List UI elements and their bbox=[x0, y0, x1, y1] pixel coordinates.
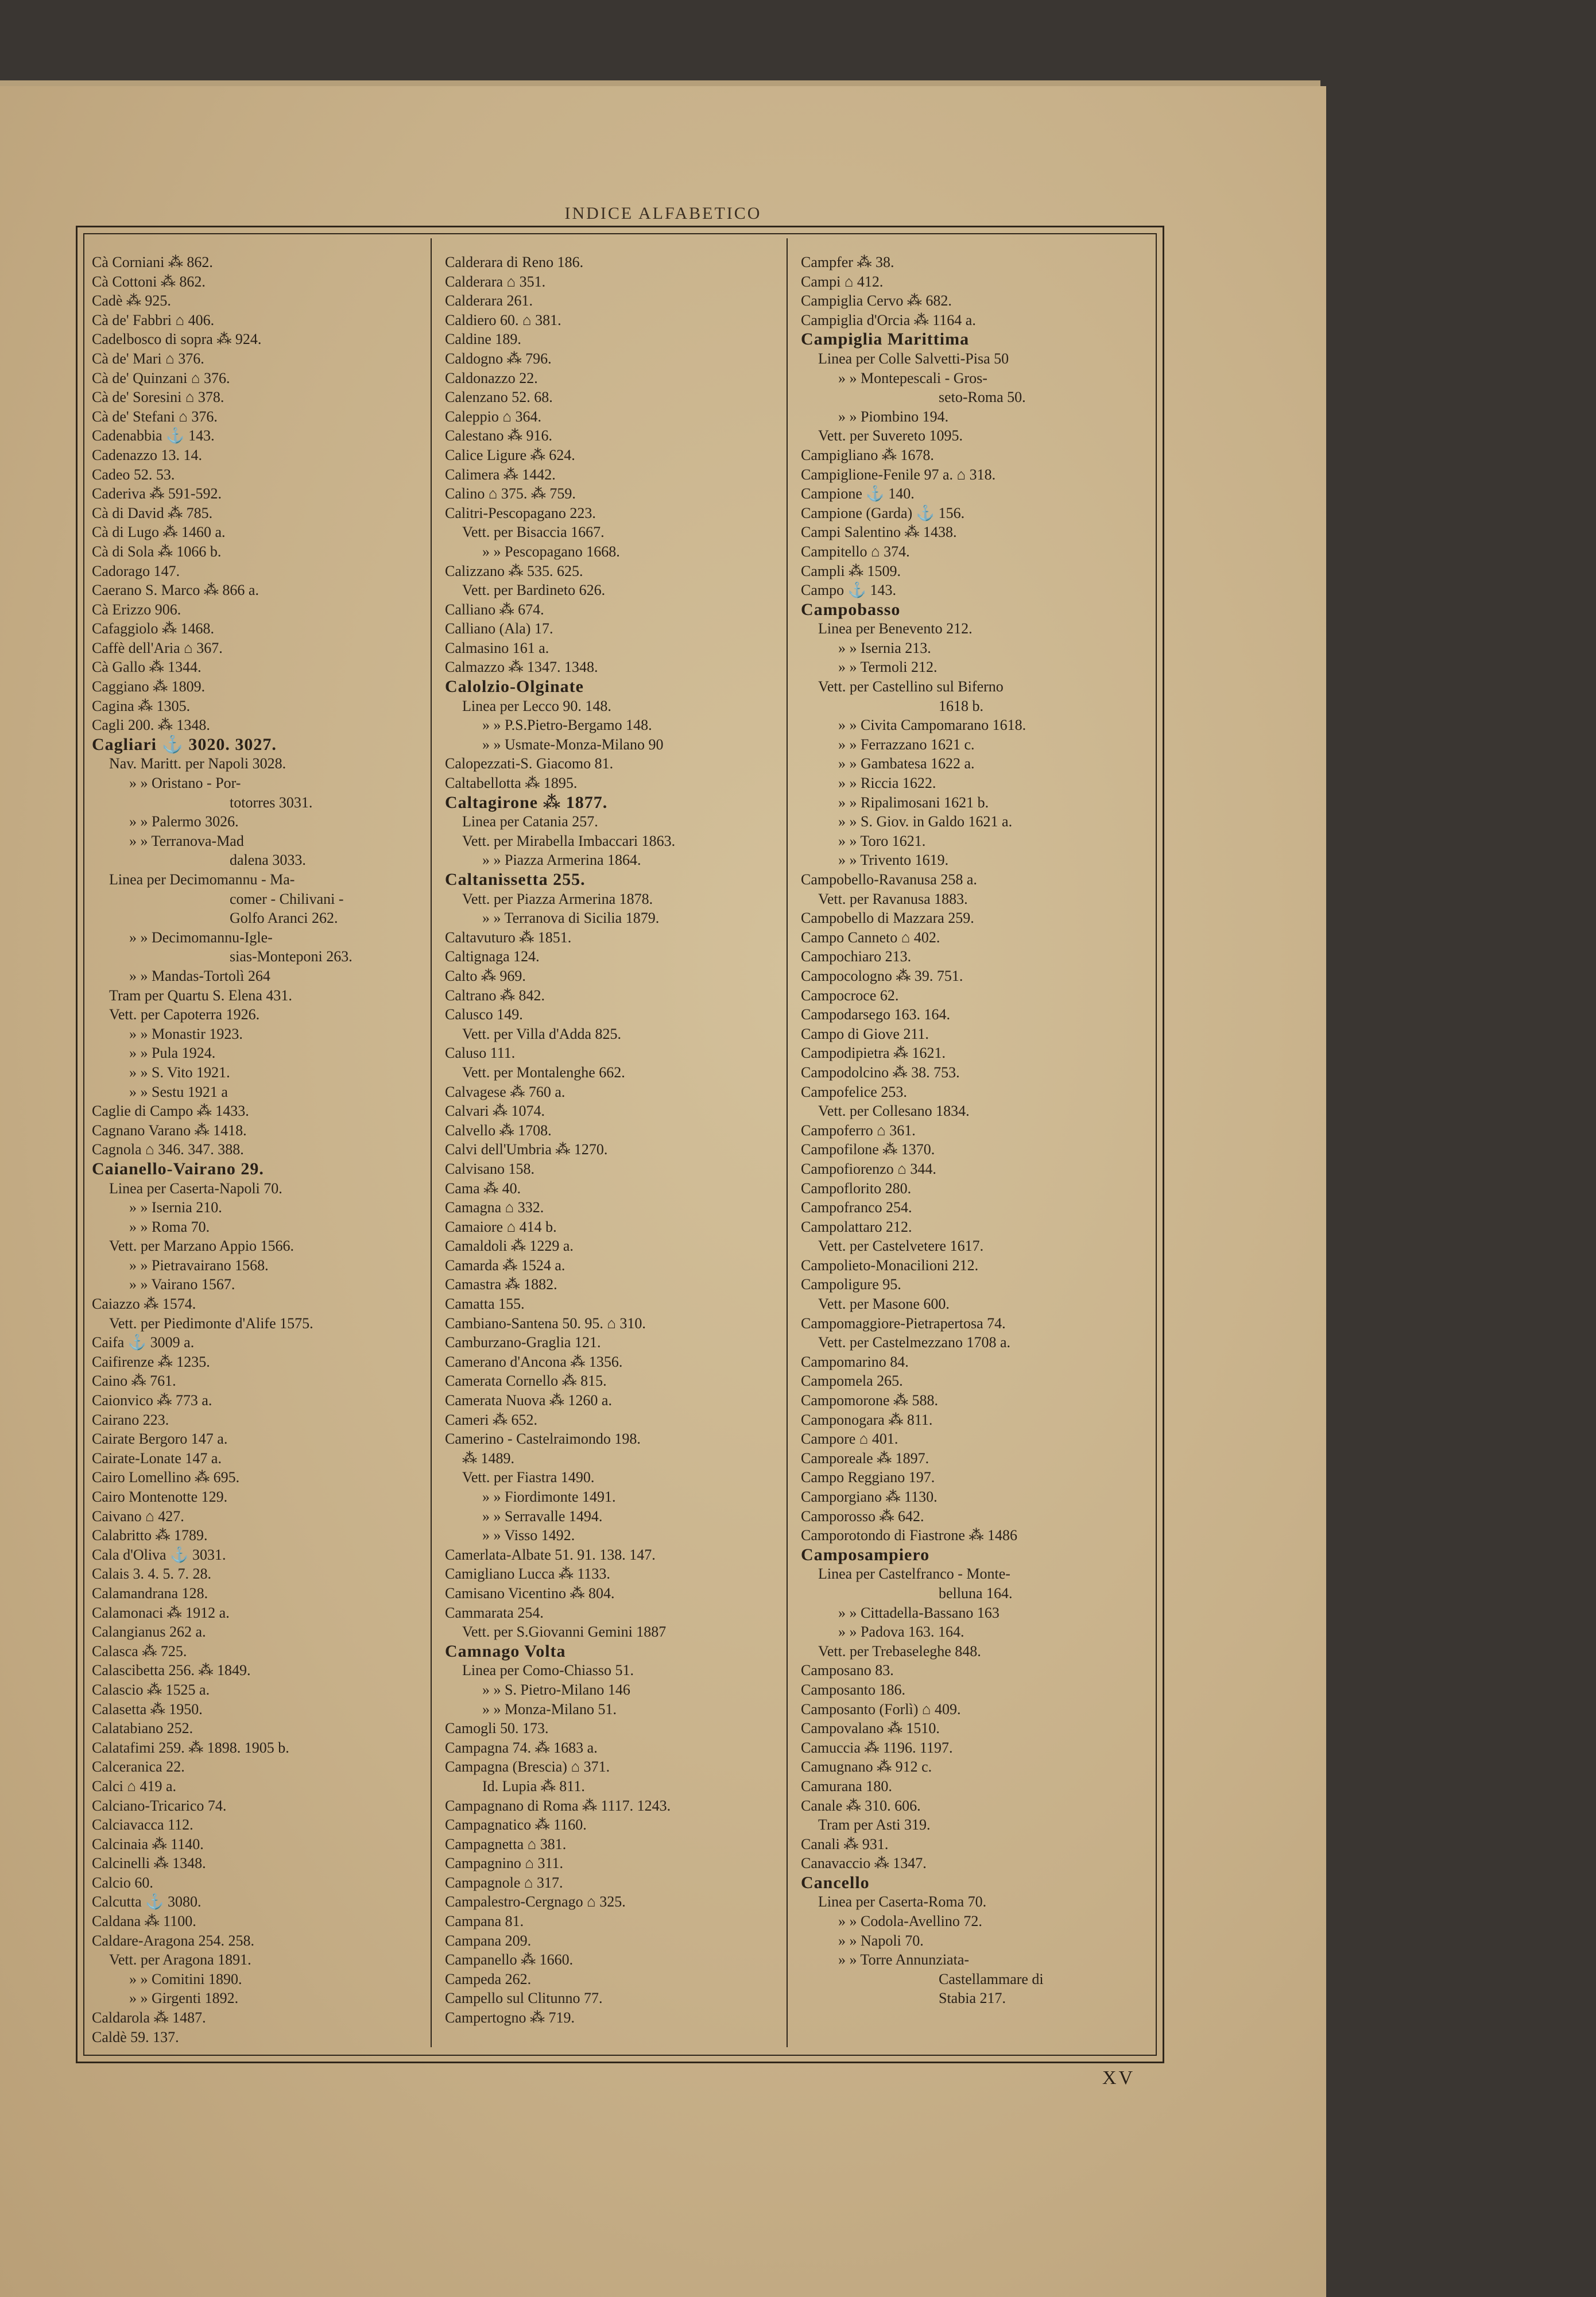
index-entry: Calvisano 158. bbox=[445, 1160, 534, 1177]
index-entry: Campodarsego 163. 164. bbox=[801, 1006, 950, 1023]
index-heading: Camposampiero bbox=[801, 1545, 930, 1564]
index-entry: Caltabellotta ⁂ 1895. bbox=[445, 775, 578, 792]
index-entry: » » Oristano - Por- bbox=[129, 775, 241, 792]
index-entry: Cairate-Lonate 147 a. bbox=[92, 1449, 222, 1467]
index-entry: Cà Erizzo 906. bbox=[92, 601, 181, 618]
index-entry: Camporosso ⁂ 642. bbox=[801, 1507, 924, 1525]
index-heading: Caltagirone ⁂ 1877. bbox=[445, 792, 608, 812]
index-entry: Cadenabbia ⚓ 143. bbox=[92, 427, 215, 444]
index-entry: » » Usmate-Monza-Milano 90 bbox=[482, 736, 664, 753]
index-entry: Cà di Sola ⁂ 1066 b. bbox=[92, 543, 222, 560]
index-entry: Calvello ⁂ 1708. bbox=[445, 1122, 552, 1139]
index-entry: Cafaggiolo ⁂ 1468. bbox=[92, 620, 215, 637]
index-entry: ⁂ 1489. bbox=[462, 1449, 514, 1467]
index-entry: Calascio ⁂ 1525 a. bbox=[92, 1681, 210, 1698]
index-entry: Camurana 180. bbox=[801, 1777, 892, 1795]
index-entry: Campitello ⌂ 374. bbox=[801, 543, 910, 560]
index-entry: Cairate Bergoro 147 a. bbox=[92, 1430, 228, 1448]
index-entry: Vett. per Masone 600. bbox=[818, 1296, 950, 1313]
index-entry: Calice Ligure ⁂ 624. bbox=[445, 446, 575, 463]
index-entry: Calizzano ⁂ 535. 625. bbox=[445, 562, 583, 579]
index-entry: Calliano ⁂ 674. bbox=[445, 601, 544, 618]
index-entry: Campi ⌂ 412. bbox=[801, 273, 884, 290]
index-column-3 bbox=[801, 253, 1151, 2008]
index-entry: Calvagese ⁂ 760 a. bbox=[445, 1083, 565, 1100]
index-entry: Campovalano ⁂ 1510. bbox=[801, 1720, 940, 1737]
index-entry: comer - Chilivani - bbox=[230, 890, 344, 907]
index-heading: Camnago Volta bbox=[445, 1641, 566, 1661]
index-entry: » » Civita Campomarano 1618. bbox=[838, 717, 1026, 734]
index-entry: » » Codola-Avellino 72. bbox=[838, 1913, 982, 1930]
index-entry: » » Cittadella-Bassano 163 bbox=[838, 1604, 1000, 1621]
index-entry: » » Decimomannu-Igle- bbox=[129, 929, 273, 946]
index-entry: » » Piombino 194. bbox=[838, 408, 949, 425]
index-entry: » » Torre Annunziata- bbox=[838, 1951, 970, 1969]
index-entry: Id. Lupia ⁂ 811. bbox=[482, 1777, 585, 1795]
index-entry: Calcinaia ⁂ 1140. bbox=[92, 1835, 204, 1853]
index-entry: Calasetta ⁂ 1950. bbox=[92, 1700, 203, 1718]
index-entry: Calvari ⁂ 1074. bbox=[445, 1103, 545, 1120]
index-entry: Campanello ⁂ 1660. bbox=[445, 1951, 574, 1969]
index-entry: Calmazzo ⁂ 1347. 1348. bbox=[445, 659, 598, 676]
index-entry: Castellammare di bbox=[939, 1970, 1044, 1987]
index-entry: Calatafimi 259. ⁂ 1898. 1905 b. bbox=[92, 1739, 289, 1756]
index-entry: Campofelice 253. bbox=[801, 1083, 907, 1100]
index-entry: » » Vairano 1567. bbox=[129, 1276, 235, 1293]
index-entry: Vett. per Suvereto 1095. bbox=[818, 427, 963, 444]
index-entry: Caffè dell'Aria ⌂ 367. bbox=[92, 639, 223, 656]
index-entry: dalena 3033. bbox=[230, 852, 306, 869]
index-entry: Caino ⁂ 761. bbox=[92, 1372, 176, 1390]
index-entry: Cadorago 147. bbox=[92, 562, 180, 579]
index-entry: Campli ⁂ 1509. bbox=[801, 562, 901, 579]
index-entry: Caldana ⁂ 1100. bbox=[92, 1913, 196, 1930]
index-entry: » » Girgenti 1892. bbox=[129, 1990, 239, 2007]
index-entry: Camporeale ⁂ 1897. bbox=[801, 1449, 929, 1467]
index-entry: Calamandrana 128. bbox=[92, 1584, 208, 1602]
index-entry: Caiazzo ⁂ 1574. bbox=[92, 1296, 196, 1313]
index-entry: Vett. per Montalenghe 662. bbox=[462, 1064, 625, 1081]
index-entry: Caldiero 60. ⌂ 381. bbox=[445, 311, 561, 328]
index-entry: Campocologno ⁂ 39. 751. bbox=[801, 967, 963, 984]
index-entry: Linea per Catania 257. bbox=[462, 813, 598, 830]
index-entry: Vett. per Mirabella Imbaccari 1863. bbox=[462, 832, 676, 849]
index-entry: Caldonazzo 22. bbox=[445, 369, 538, 386]
index-entry: Golfo Aranci 262. bbox=[230, 910, 338, 927]
index-entry: Caggiano ⁂ 1809. bbox=[92, 678, 206, 695]
index-entry: Cà Corniani ⁂ 862. bbox=[92, 254, 213, 270]
index-entry: Tram per Asti 319. bbox=[818, 1816, 931, 1834]
index-entry: Linea per Benevento 212. bbox=[818, 620, 973, 637]
index-entry: » » Terranova di Sicilia 1879. bbox=[482, 910, 660, 927]
index-entry: Cà di Lugo ⁂ 1460 a. bbox=[92, 524, 226, 541]
index-entry: Linea per Como-Chiasso 51. bbox=[462, 1662, 634, 1679]
index-entry: Cagnola ⌂ 346. 347. 388. bbox=[92, 1141, 244, 1158]
index-entry: seto-Roma 50. bbox=[939, 389, 1026, 406]
index-entry: Caldogno ⁂ 796. bbox=[445, 350, 552, 367]
index-entry: Calascibetta 256. ⁂ 1849. bbox=[92, 1662, 251, 1679]
index-heading: Cancello bbox=[801, 1873, 870, 1892]
index-entry: Campiglia Cervo ⁂ 682. bbox=[801, 292, 952, 310]
index-entry: » » Termoli 212. bbox=[838, 659, 938, 676]
index-entry: Camporotondo di Fiastrone ⁂ 1486 bbox=[801, 1527, 1017, 1544]
index-entry: Camposanto 186. bbox=[801, 1681, 905, 1698]
index-entry: Cama ⁂ 40. bbox=[445, 1180, 521, 1197]
index-entry: » » Isernia 213. bbox=[838, 639, 931, 656]
index-entry: Canavaccio ⁂ 1347. bbox=[801, 1855, 927, 1872]
index-entry: Campo ⚓ 143. bbox=[801, 582, 896, 599]
index-entry: » » Serravalle 1494. bbox=[482, 1507, 603, 1525]
index-entry: totorres 3031. bbox=[230, 794, 313, 811]
index-entry: Campoferro ⌂ 361. bbox=[801, 1122, 916, 1139]
index-entry: Calino ⌂ 375. ⁂ 759. bbox=[445, 485, 576, 502]
index-entry: » » S. Vito 1921. bbox=[129, 1064, 230, 1081]
index-entry: Calabritto ⁂ 1789. bbox=[92, 1527, 208, 1544]
index-entry: » » S. Giov. in Galdo 1621 a. bbox=[838, 813, 1013, 830]
index-entry: Camerata Cornello ⁂ 815. bbox=[445, 1372, 607, 1390]
index-entry: Caerano S. Marco ⁂ 866 a. bbox=[92, 582, 259, 599]
index-entry: Campana 81. bbox=[445, 1913, 524, 1930]
index-entry: Campiglione-Fenile 97 a. ⌂ 318. bbox=[801, 466, 996, 483]
index-entry: Calasca ⁂ 725. bbox=[92, 1642, 187, 1660]
index-entry: Canali ⁂ 931. bbox=[801, 1835, 889, 1853]
index-entry: Campolieto-Monacilioni 212. bbox=[801, 1256, 979, 1274]
index-entry: Campalestro-Cergnago ⌂ 325. bbox=[445, 1893, 626, 1911]
index-entry: Calmasino 161 a. bbox=[445, 639, 549, 656]
index-entry: Camponogara ⁂ 811. bbox=[801, 1411, 933, 1428]
index-entry: » » Sestu 1921 a bbox=[129, 1083, 228, 1100]
index-entry: » » Visso 1492. bbox=[482, 1527, 575, 1544]
index-entry: » » Pescopagano 1668. bbox=[482, 543, 620, 560]
index-entry: Cagli 200. ⁂ 1348. bbox=[92, 717, 210, 734]
index-entry: Nav. Maritt. per Napoli 3028. bbox=[109, 755, 286, 772]
index-entry: Vett. per Aragona 1891. bbox=[109, 1951, 251, 1969]
index-entry: Caleppio ⌂ 364. bbox=[445, 408, 541, 425]
index-entry: Calto ⁂ 969. bbox=[445, 967, 526, 984]
index-entry: Campo Canneto ⌂ 402. bbox=[801, 929, 940, 946]
index-entry: Caltignaga 124. bbox=[445, 948, 540, 965]
index-entry: Caglie di Campo ⁂ 1433. bbox=[92, 1103, 249, 1120]
index-entry: Campodolcino ⁂ 38. 753. bbox=[801, 1064, 960, 1081]
index-entry: » » Isernia 210. bbox=[129, 1199, 222, 1216]
index-entry: Campomaggiore-Pietrapertosa 74. bbox=[801, 1314, 1006, 1332]
index-entry: Campomorone ⁂ 588. bbox=[801, 1392, 939, 1409]
index-entry: Caltrano ⁂ 842. bbox=[445, 987, 545, 1004]
index-entry: Calais 3. 4. 5. 7. 28. bbox=[92, 1565, 211, 1583]
index-entry: Vett. per Fiastra 1490. bbox=[462, 1469, 595, 1486]
index-entry: Linea per Lecco 90. 148. bbox=[462, 697, 611, 714]
index-entry: Cà de' Fabbri ⌂ 406. bbox=[92, 311, 215, 328]
index-heading: Campobasso bbox=[801, 600, 901, 619]
index-heading: Cagliari ⚓ 3020. 3027. bbox=[92, 734, 277, 754]
index-entry: Camigliano Lucca ⁂ 1133. bbox=[445, 1565, 610, 1583]
index-entry: Calci ⌂ 419 a. bbox=[92, 1777, 177, 1795]
index-entry: Camarda ⁂ 1524 a. bbox=[445, 1256, 565, 1274]
index-entry: Camisano Vicentino ⁂ 804. bbox=[445, 1584, 615, 1602]
index-entry: Calopezzati-S. Giacomo 81. bbox=[445, 755, 614, 772]
index-entry: Campagnetta ⌂ 381. bbox=[445, 1835, 567, 1853]
index-entry: Calusco 149. bbox=[445, 1006, 523, 1023]
index-entry: Campiglia d'Orcia ⁂ 1164 a. bbox=[801, 311, 976, 328]
index-entry: » » Monza-Milano 51. bbox=[482, 1700, 617, 1718]
index-entry: Linea per Caserta-Roma 70. bbox=[818, 1893, 987, 1911]
index-entry: Camaldoli ⁂ 1229 a. bbox=[445, 1238, 574, 1255]
index-entry: Linea per Colle Salvetti-Pisa 50 bbox=[818, 350, 1009, 367]
index-heading: Caltanissetta 255. bbox=[445, 870, 586, 889]
index-entry: Calderara ⌂ 351. bbox=[445, 273, 546, 290]
index-entry: Calamonaci ⁂ 1912 a. bbox=[92, 1604, 230, 1621]
index-entry: Calceranica 22. bbox=[92, 1758, 185, 1776]
index-entry: Camerano d'Ancona ⁂ 1356. bbox=[445, 1353, 623, 1370]
index-entry: Cadè ⁂ 925. bbox=[92, 292, 171, 310]
index-entry: Vett. per Piazza Armerina 1878. bbox=[462, 890, 653, 907]
index-entry: Campana 209. bbox=[445, 1932, 532, 1949]
index-entry: Cà di David ⁂ 785. bbox=[92, 504, 213, 521]
index-heading: Caianello-Vairano 29. bbox=[92, 1159, 264, 1178]
index-entry: Cairo Montenotte 129. bbox=[92, 1488, 228, 1505]
index-entry: Cà de' Stefani ⌂ 376. bbox=[92, 408, 218, 425]
index-entry: Campagnatico ⁂ 1160. bbox=[445, 1816, 587, 1834]
index-entry: Caifirenze ⁂ 1235. bbox=[92, 1353, 210, 1370]
index-entry: Caderiva ⁂ 591-592. bbox=[92, 485, 222, 502]
index-entry: Calangianus 262 a. bbox=[92, 1623, 206, 1641]
index-entry: Cà de' Quinzani ⌂ 376. bbox=[92, 369, 230, 386]
index-entry: Caldare-Aragona 254. 258. bbox=[92, 1932, 255, 1949]
index-entry: Campione ⚓ 140. bbox=[801, 485, 915, 502]
index-entry: » » Mandas-Tortolì 264 bbox=[129, 967, 270, 984]
index-entry: Camatta 155. bbox=[445, 1296, 525, 1313]
index-entry: Campoflorito 280. bbox=[801, 1180, 912, 1197]
index-entry: sias-Monteponi 263. bbox=[230, 948, 352, 965]
index-entry: » » Trivento 1619. bbox=[838, 852, 949, 869]
index-entry: Calciavacca 112. bbox=[92, 1816, 193, 1834]
index-entry: » » Palermo 3026. bbox=[129, 813, 239, 830]
index-entry: Campofranco 254. bbox=[801, 1199, 912, 1216]
index-entry: Cammarata 254. bbox=[445, 1604, 544, 1621]
index-entry: Campodipietra ⁂ 1621. bbox=[801, 1045, 946, 1062]
index-entry: » » Roma 70. bbox=[129, 1218, 210, 1235]
index-entry: Cambiano-Santena 50. 95. ⌂ 310. bbox=[445, 1314, 646, 1332]
page-number: XV bbox=[1102, 2067, 1136, 2089]
index-entry: Camaiore ⌂ 414 b. bbox=[445, 1218, 557, 1235]
index-entry: Cagnano Varano ⁂ 1418. bbox=[92, 1122, 247, 1139]
index-entry: Calcinelli ⁂ 1348. bbox=[92, 1855, 206, 1872]
index-entry: Caionvico ⁂ 773 a. bbox=[92, 1392, 212, 1409]
index-entry: Campione (Garda) ⚓ 156. bbox=[801, 504, 965, 521]
index-column-2 bbox=[445, 253, 789, 2028]
index-entry: Calcio 60. bbox=[92, 1874, 153, 1891]
index-entry: » » Napoli 70. bbox=[838, 1932, 924, 1949]
index-entry: Camposanto (Forlì) ⌂ 409. bbox=[801, 1700, 961, 1718]
index-entry: Vett. per Castelvetere 1617. bbox=[818, 1238, 984, 1255]
index-entry: Linea per Castelfranco - Monte- bbox=[818, 1565, 1010, 1583]
index-entry: Campobello-Ravanusa 258 a. bbox=[801, 871, 977, 888]
index-entry: Vett. per Castelmezzano 1708 a. bbox=[818, 1334, 1010, 1351]
index-entry: Camuccia ⁂ 1196. 1197. bbox=[801, 1739, 953, 1756]
index-entry: Vett. per Trebaseleghe 848. bbox=[818, 1642, 981, 1660]
index-entry: 1618 b. bbox=[939, 697, 983, 714]
index-entry: Campagna 74. ⁂ 1683 a. bbox=[445, 1739, 598, 1756]
index-entry: Vett. per Villa d'Adda 825. bbox=[462, 1025, 622, 1042]
index-entry: Campore ⌂ 401. bbox=[801, 1430, 898, 1448]
index-entry: Campeda 262. bbox=[445, 1970, 532, 1987]
index-entry: Cà de' Mari ⌂ 376. bbox=[92, 350, 204, 367]
index-entry: Caldè 59. 137. bbox=[92, 2028, 179, 2045]
index-entry: Calciano-Tricarico 74. bbox=[92, 1797, 227, 1814]
index-entry: » » Terranova-Mad bbox=[129, 832, 244, 849]
index-entry: Cadenazzo 13. 14. bbox=[92, 446, 203, 463]
index-entry: Campigliano ⁂ 1678. bbox=[801, 446, 934, 463]
index-entry: » » Comitini 1890. bbox=[129, 1970, 242, 1987]
index-entry: Campagna (Brescia) ⌂ 371. bbox=[445, 1758, 610, 1776]
page-header: INDICE ALFABETICO bbox=[564, 204, 762, 223]
index-entry: Vett. per Bardineto 626. bbox=[462, 582, 606, 599]
index-entry: » » Padova 163. 164. bbox=[838, 1623, 964, 1641]
index-entry: Calatabiano 252. bbox=[92, 1720, 193, 1737]
index-entry: » » Monastir 1923. bbox=[129, 1025, 243, 1042]
index-entry: Vett. per Castellino sul Biferno bbox=[818, 678, 1004, 695]
index-entry: Campocroce 62. bbox=[801, 987, 899, 1004]
index-entry: Calderara di Reno 186. bbox=[445, 254, 584, 270]
index-entry: Camporgiano ⁂ 1130. bbox=[801, 1488, 938, 1505]
index-entry: Camposano 83. bbox=[801, 1662, 894, 1679]
index-entry: Caltavuturo ⁂ 1851. bbox=[445, 929, 572, 946]
index-entry: » » Ripalimosani 1621 b. bbox=[838, 794, 989, 811]
index-entry: Caldine 189. bbox=[445, 331, 521, 348]
index-entry: Campochiaro 213. bbox=[801, 948, 912, 965]
index-entry: Cadelbosco di sopra ⁂ 924. bbox=[92, 331, 262, 348]
index-entry: » » Pietravairano 1568. bbox=[129, 1256, 269, 1274]
index-entry: Vett. per Piedimonte d'Alife 1575. bbox=[109, 1314, 313, 1332]
index-entry: Vett. per Capoterra 1926. bbox=[109, 1006, 260, 1023]
index-entry: Campofiorenzo ⌂ 344. bbox=[801, 1160, 936, 1177]
index-entry: Campobello di Mazzara 259. bbox=[801, 910, 974, 927]
index-entry: Calvi dell'Umbria ⁂ 1270. bbox=[445, 1141, 608, 1158]
index-entry: Campomarino 84. bbox=[801, 1353, 909, 1370]
index-entry: Caldarola ⁂ 1487. bbox=[92, 2009, 206, 2027]
index-entry: Vett. per Collesano 1834. bbox=[818, 1103, 970, 1120]
index-column-1 bbox=[92, 253, 436, 2047]
index-entry: Vett. per Ravanusa 1883. bbox=[818, 890, 968, 907]
index-entry: Linea per Decimomannu - Ma- bbox=[109, 871, 295, 888]
index-entry: Cà Gallo ⁂ 1344. bbox=[92, 659, 202, 676]
index-entry: » » Ferrazzano 1621 c. bbox=[838, 736, 975, 753]
index-entry: » » Piazza Armerina 1864. bbox=[482, 852, 641, 869]
index-entry: » » P.S.Pietro-Bergamo 148. bbox=[482, 717, 652, 734]
index-entry: Calenzano 52. 68. bbox=[445, 389, 553, 406]
index-entry: Vett. per S.Giovanni Gemini 1887 bbox=[462, 1623, 667, 1641]
index-entry: Cà de' Soresini ⌂ 378. bbox=[92, 389, 224, 406]
index-entry: Cala d'Oliva ⚓ 3031. bbox=[92, 1546, 226, 1563]
index-entry: Cairano 223. bbox=[92, 1411, 169, 1428]
index-entry: Cà Cottoni ⁂ 862. bbox=[92, 273, 206, 290]
index-entry: » » Riccia 1622. bbox=[838, 775, 936, 792]
index-entry: Stabia 217. bbox=[939, 1990, 1006, 2007]
index-entry: Campo Reggiano 197. bbox=[801, 1469, 935, 1486]
index-entry: Campello sul Clitunno 77. bbox=[445, 1990, 603, 2007]
index-entry: Calimera ⁂ 1442. bbox=[445, 466, 556, 483]
index-entry: Camugnano ⁂ 912 c. bbox=[801, 1758, 932, 1776]
index-entry: Camagna ⌂ 332. bbox=[445, 1199, 544, 1216]
index-entry: Camburzano-Graglia 121. bbox=[445, 1334, 601, 1351]
index-entry: Camerlata-Albate 51. 91. 138. 147. bbox=[445, 1546, 656, 1563]
index-entry: Campfer ⁂ 38. bbox=[801, 254, 894, 270]
index-entry: Campofilone ⁂ 1370. bbox=[801, 1141, 935, 1158]
index-entry: Cagina ⁂ 1305. bbox=[92, 697, 191, 714]
index-entry: Camastra ⁂ 1882. bbox=[445, 1276, 557, 1293]
index-entry: » » Montepescali - Gros- bbox=[838, 369, 987, 386]
index-entry: Cameri ⁂ 652. bbox=[445, 1411, 538, 1428]
index-entry: » » Pula 1924. bbox=[129, 1045, 216, 1062]
index-entry: Calliano (Ala) 17. bbox=[445, 620, 553, 637]
index-entry: Campertogno ⁂ 719. bbox=[445, 2009, 575, 2027]
index-entry: » » Fiordimonte 1491. bbox=[482, 1488, 616, 1505]
index-entry: Tram per Quartu S. Elena 431. bbox=[109, 987, 292, 1004]
index-entry: Campolattaro 212. bbox=[801, 1218, 912, 1235]
index-entry: Caluso 111. bbox=[445, 1045, 516, 1062]
index-entry: Vett. per Marzano Appio 1566. bbox=[109, 1238, 295, 1255]
index-entry: Campo di Giove 211. bbox=[801, 1025, 929, 1042]
index-entry: Campagnole ⌂ 317. bbox=[445, 1874, 563, 1891]
index-entry: Calestano ⁂ 916. bbox=[445, 427, 553, 444]
index-heading: Campiglia Marittima bbox=[801, 330, 970, 349]
index-heading: Calolzio-Olginate bbox=[445, 677, 584, 697]
index-entry: Camogli 50. 173. bbox=[445, 1720, 549, 1737]
index-entry: Caifa ⚓ 3009 a. bbox=[92, 1334, 195, 1351]
index-entry: Campi Salentino ⁂ 1438. bbox=[801, 524, 957, 541]
index-entry: Cadeo 52. 53. bbox=[92, 466, 175, 483]
index-entry: Campagnino ⌂ 311. bbox=[445, 1855, 564, 1872]
index-entry: » » Toro 1621. bbox=[838, 832, 926, 849]
index-entry: » » Gambatesa 1622 a. bbox=[838, 755, 975, 772]
index-entry: Calderara 261. bbox=[445, 292, 533, 310]
index-entry: Campoligure 95. bbox=[801, 1276, 901, 1293]
index-entry: Camerino - Castelraimondo 198. bbox=[445, 1430, 641, 1448]
index-entry: Camerata Nuova ⁂ 1260 a. bbox=[445, 1392, 612, 1409]
index-entry: Linea per Caserta-Napoli 70. bbox=[109, 1180, 282, 1197]
index-entry: Vett. per Bisaccia 1667. bbox=[462, 524, 605, 541]
index-entry: Caivano ⌂ 427. bbox=[92, 1507, 184, 1525]
index-entry: Calcutta ⚓ 3080. bbox=[92, 1893, 202, 1911]
index-entry: Campagnano di Roma ⁂ 1117. 1243. bbox=[445, 1797, 671, 1814]
index-entry: Canale ⁂ 310. 606. bbox=[801, 1797, 921, 1814]
index-entry: belluna 164. bbox=[939, 1584, 1013, 1602]
index-entry: Campomela 265. bbox=[801, 1372, 903, 1390]
index-entry: Cairo Lomellino ⁂ 695. bbox=[92, 1469, 240, 1486]
index-entry: » » S. Pietro-Milano 146 bbox=[482, 1681, 630, 1698]
index-entry: Calitri-Pescopagano 223. bbox=[445, 504, 596, 521]
